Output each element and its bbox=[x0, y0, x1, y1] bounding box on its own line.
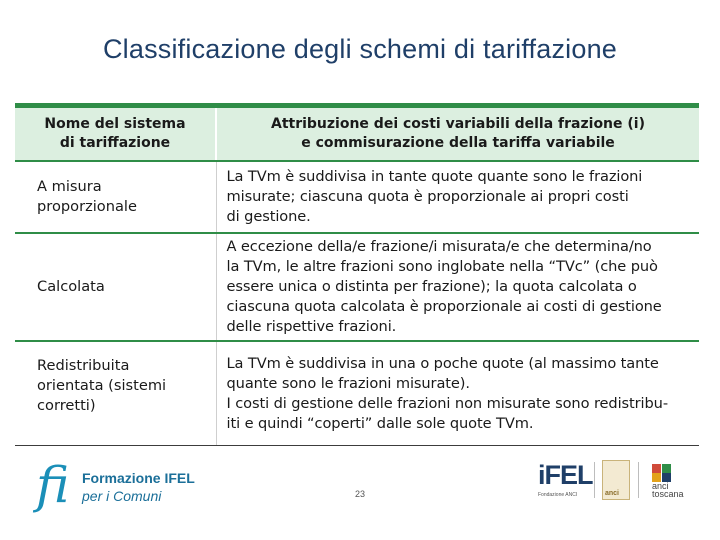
logo-divider bbox=[594, 462, 595, 498]
fi-logo-icon: fi bbox=[36, 456, 70, 514]
table-row bbox=[15, 161, 699, 233]
logo-divider bbox=[638, 462, 639, 498]
row-system-name: Redistribuita orientata (sistemi corretti) bbox=[15, 341, 216, 446]
row-system-name: A misura proporzionale bbox=[15, 161, 216, 233]
logo-line-1: Formazione IFEL bbox=[82, 470, 195, 486]
table-row bbox=[15, 233, 699, 341]
logo-line-2: per i Comuni bbox=[82, 488, 162, 504]
anci-logo-icon bbox=[602, 460, 630, 500]
table-header-row bbox=[15, 108, 699, 161]
table-row bbox=[15, 341, 699, 446]
row-system-name: Calcolata bbox=[15, 233, 216, 341]
anci-mark: anci bbox=[605, 490, 620, 497]
anci-toscana-label: anci toscana bbox=[652, 481, 684, 499]
tariff-table-container bbox=[15, 103, 699, 446]
row-description: La TVm è suddivisa in una o poche quote (al massimo tante quante sono le frazioni misurate). I costi di gestione delle frazioni non misurate sono redistribu- iti e quindi “coperti” dalle sole quote TVm. bbox=[216, 341, 699, 446]
page-title: Classificazione degli schemi di tariffazione bbox=[102, 34, 618, 64]
row-description: A eccezione della/e frazione/i misurata/e che determina/no la TVm, le altre frazioni sono inglobate nella “TVc” (che può essere unica o distinta per frazione); la quota calcolata o ciascuna quota calcolata è proporzionale ai costi di gestione delle rispettive frazioni. bbox=[216, 233, 699, 341]
partner-logos bbox=[534, 458, 694, 504]
formazione-ifel-logo bbox=[36, 458, 226, 518]
tariff-classification-table bbox=[15, 108, 699, 446]
row-description: La TVm è suddivisa in tante quote quante sono le frazioni misurate; ciascuna quota è proporzionale ai propri costi di gestione. bbox=[216, 161, 699, 233]
header-system-name: Nome del sistema di tariffazione bbox=[15, 108, 216, 161]
header-cost-attribution: Attribuzione dei costi variabili della frazione (i) e commisurazione della tariffa variabile bbox=[216, 108, 699, 161]
ifel-logo-subtitle: Fondazione ANCI bbox=[538, 492, 578, 498]
page-number: 23 bbox=[354, 489, 365, 499]
ifel-logo: iFEL bbox=[538, 460, 593, 490]
